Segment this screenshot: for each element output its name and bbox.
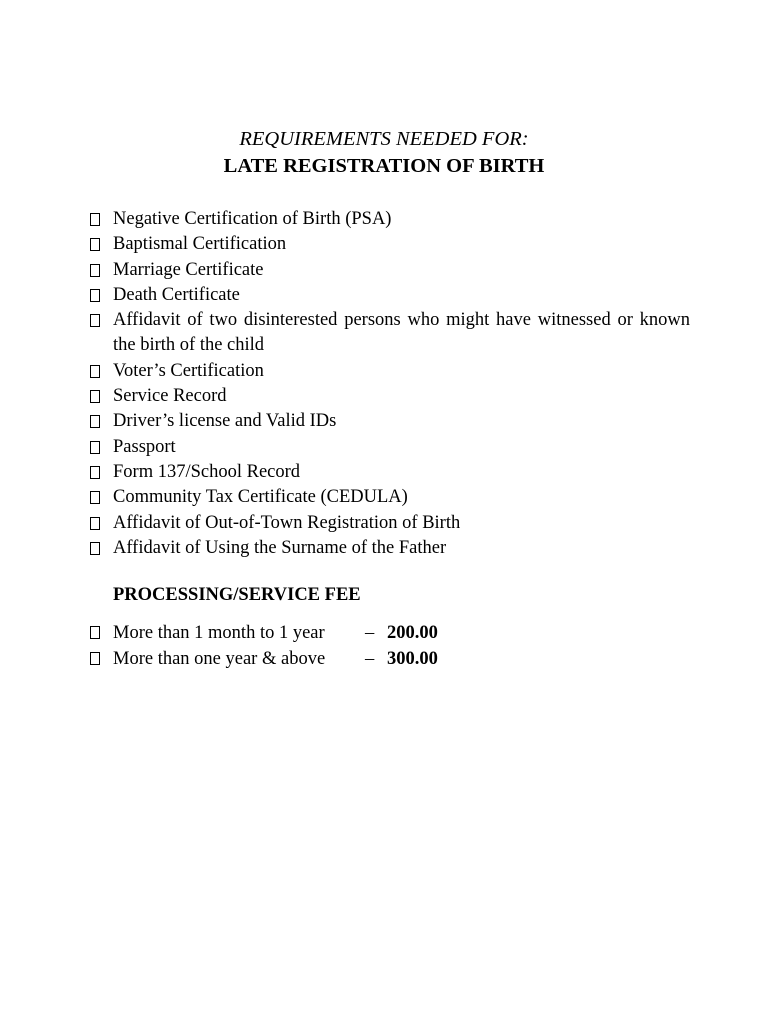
list-item — [90, 485, 690, 510]
list-item — [90, 435, 690, 460]
checkbox-icon — [90, 213, 100, 226]
list-item-text: Form 137/School Record — [113, 461, 301, 482]
list-item-text: Affidavit of Using the Surname of the Father — [113, 537, 447, 558]
list-item — [90, 258, 690, 283]
fee-dash: – — [365, 623, 375, 643]
list-item-text: Marriage Certificate — [113, 259, 264, 280]
fee-list — [90, 620, 513, 672]
list-item-text: Affidavit of two disinterested persons who might have witnessed or known the birth of the child — [113, 310, 690, 356]
fee-dash: – — [365, 649, 375, 669]
checkbox-icon — [90, 626, 100, 639]
list-item-text: Voter’s Certification — [113, 360, 264, 381]
checkbox-icon — [90, 652, 100, 665]
list-item-text: Baptismal Certification — [113, 234, 287, 255]
list-item — [90, 232, 690, 257]
list-item-text: Passport — [113, 436, 176, 457]
list-item-text: Community Tax Certificate (CEDULA) — [113, 487, 408, 508]
fee-item — [90, 646, 513, 672]
checkbox-icon — [90, 390, 100, 403]
checkbox-icon — [90, 466, 100, 479]
checkbox-icon — [90, 365, 100, 378]
list-item — [90, 384, 690, 409]
list-item — [90, 460, 690, 485]
checkbox-icon — [90, 441, 100, 454]
checkbox-icon — [90, 314, 100, 327]
fee-label: More than one year & above — [113, 649, 326, 669]
checkbox-icon — [90, 415, 100, 428]
list-item — [90, 207, 690, 232]
fee-amount: 300.00 — [387, 649, 438, 669]
checkbox-icon — [90, 517, 100, 530]
checkbox-icon — [90, 238, 100, 251]
heading-requirements: REQUIREMENTS NEEDED FOR: — [239, 128, 529, 150]
fee-item — [90, 620, 513, 646]
list-item — [90, 536, 690, 561]
list-item-text: Affidavit of Out-of-Town Registration of Birth — [113, 512, 461, 533]
list-item — [90, 409, 690, 434]
list-item — [90, 359, 690, 384]
checkbox-icon — [90, 289, 100, 302]
fee-amount: 200.00 — [387, 623, 438, 643]
heading-title: LATE REGISTRATION OF BIRTH — [223, 155, 545, 177]
checkbox-icon — [90, 264, 100, 277]
list-item-text: Driver’s license and Valid IDs — [113, 411, 337, 432]
checkbox-icon — [90, 542, 100, 555]
requirements-list — [90, 207, 690, 561]
list-item-text: Death Certificate — [113, 284, 240, 305]
checkbox-icon — [90, 491, 100, 504]
fee-section-title: PROCESSING/SERVICE FEE — [113, 585, 361, 605]
list-item-text: Negative Certification of Birth (PSA) — [113, 209, 392, 229]
list-item — [90, 511, 690, 536]
list-item — [90, 283, 690, 308]
fee-label: More than 1 month to 1 year — [113, 623, 325, 643]
list-item-text: Service Record — [113, 386, 227, 407]
list-item — [90, 308, 690, 359]
